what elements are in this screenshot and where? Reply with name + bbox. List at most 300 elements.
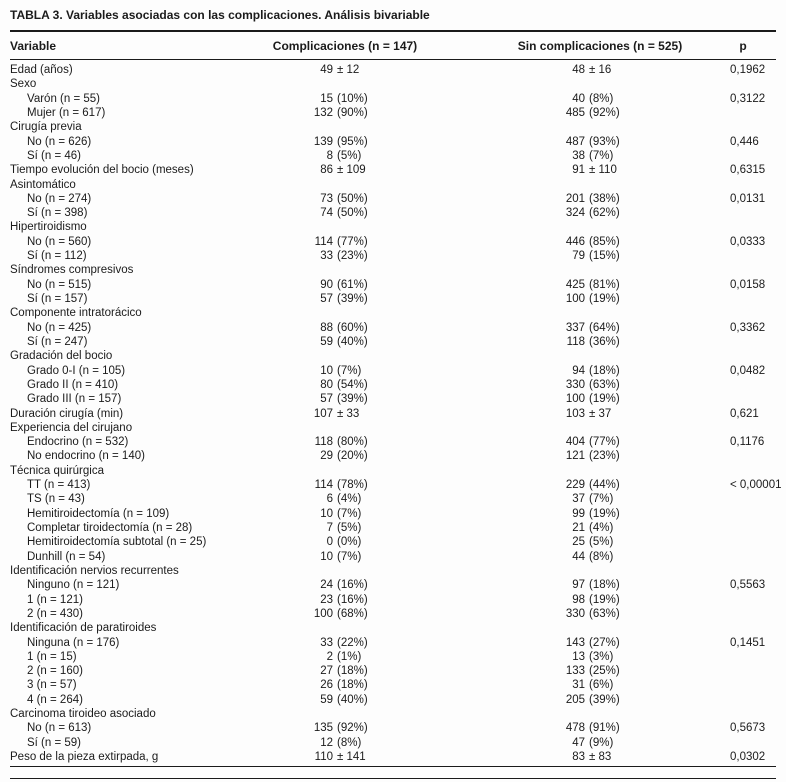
p-value-cell — [730, 550, 776, 564]
complications-cell — [220, 693, 470, 707]
no-complications-cell — [470, 178, 730, 192]
complications-cell — [220, 492, 470, 506]
value-detail: (19%) — [589, 393, 620, 406]
table-row — [10, 449, 776, 463]
value-detail: (18%) — [337, 679, 368, 692]
value-detail: (39%) — [337, 393, 368, 406]
no-complications-cell — [470, 650, 730, 664]
no-complications-cell — [470, 235, 730, 249]
no-complications-cell — [470, 478, 730, 492]
value-number: 0 — [326, 536, 333, 549]
value-number: 100 — [313, 607, 333, 620]
value-number: 143 — [565, 636, 585, 649]
table-row — [10, 693, 776, 707]
variable-cell: Experiencia del cirujano — [10, 421, 133, 434]
value-detail: (40%) — [337, 693, 368, 706]
value-number: 7 — [326, 522, 333, 534]
value-number: 10 — [320, 507, 333, 520]
no-complications-cell — [470, 77, 730, 91]
table-row — [10, 564, 776, 578]
value-number: 337 — [565, 321, 585, 334]
p-value-cell — [730, 349, 776, 363]
value-detail: (39%) — [337, 293, 368, 305]
p-value-cell — [730, 77, 776, 91]
variable-cell: No endocrino (n = 140) — [27, 450, 145, 463]
variable-cell: Edad (años) — [10, 64, 73, 76]
value-number: 47 — [572, 736, 585, 749]
variable-cell: Identificación nervios recurrentes — [10, 564, 179, 577]
value-number: 94 — [572, 364, 585, 377]
no-complications-cell — [470, 106, 730, 120]
value-detail: (68%) — [337, 607, 368, 620]
variable-cell: No (n = 626) — [27, 135, 92, 148]
value-number: 38 — [572, 149, 585, 162]
p-value-cell — [730, 178, 776, 192]
value-detail: (19%) — [589, 293, 620, 305]
p-value-cell — [730, 220, 776, 234]
variable-cell: Tiempo evolución del bocio (meses) — [10, 164, 194, 177]
variable-cell: Grado 0-I (n = 105) — [27, 364, 126, 377]
value-detail: (19%) — [589, 593, 620, 606]
value-number: 99 — [572, 507, 585, 520]
complications-cell — [220, 421, 470, 435]
no-complications-cell — [470, 92, 730, 106]
no-complications-cell — [470, 407, 730, 421]
table-row — [10, 378, 776, 392]
no-complications-cell — [470, 564, 730, 578]
value-number: 133 — [565, 665, 585, 678]
no-complications-cell — [470, 149, 730, 163]
value-detail: (77%) — [337, 235, 368, 248]
complications-cell — [220, 349, 470, 363]
table-row — [10, 77, 776, 91]
value-number: 80 — [320, 378, 333, 391]
variable-cell: No (n = 560) — [27, 235, 92, 248]
value-number: 21 — [572, 522, 585, 534]
value-detail: (8%) — [589, 550, 614, 563]
p-value-cell: 0,3122 — [730, 92, 766, 105]
complications-cell — [220, 63, 470, 77]
table-row — [10, 507, 776, 521]
p-value-cell — [730, 149, 776, 163]
no-complications-cell — [470, 507, 730, 521]
variable-cell: Síndromes compresivos — [10, 264, 134, 277]
value-number: 404 — [565, 436, 585, 449]
p-value-cell: < 0,00001 — [730, 479, 782, 492]
complications-cell — [220, 678, 470, 692]
complications-cell — [220, 292, 470, 306]
value-detail: (10%) — [337, 92, 368, 105]
value-number: 48 — [572, 64, 585, 76]
p-value-cell — [730, 249, 776, 263]
p-value-cell: 0,6315 — [730, 164, 766, 177]
value-number: 330 — [565, 378, 585, 391]
value-detail: ± 83 — [589, 751, 612, 763]
no-complications-cell — [470, 693, 730, 707]
p-value-cell — [730, 650, 776, 664]
table-row — [10, 306, 776, 320]
complications-cell — [220, 135, 470, 149]
table-row — [10, 220, 776, 234]
value-number: 6 — [326, 493, 333, 506]
complications-cell — [220, 449, 470, 463]
p-value-cell: 0,0333 — [730, 235, 766, 248]
variable-cell: Ninguna (n = 176) — [27, 636, 120, 649]
variable-cell: Sí (n = 112) — [27, 250, 87, 263]
value-detail: (92%) — [337, 722, 368, 735]
variable-cell: Hipertiroidismo — [10, 221, 87, 234]
table-row — [10, 607, 776, 621]
no-complications-cell — [470, 607, 730, 621]
table-row — [10, 421, 776, 435]
p-value-cell — [730, 593, 776, 607]
table-row — [10, 593, 776, 607]
complications-cell — [220, 335, 470, 349]
table-row — [10, 736, 776, 750]
value-number: 15 — [320, 92, 333, 105]
column-header-no-complications: Sin complicaciones (n = 525) — [517, 39, 683, 53]
complications-cell — [220, 707, 470, 721]
value-number: 100 — [565, 393, 585, 406]
complications-cell — [220, 593, 470, 607]
no-complications-cell — [470, 521, 730, 535]
table-row — [10, 163, 776, 177]
value-number: 59 — [320, 693, 333, 706]
variable-cell: 1 (n = 15) — [27, 650, 77, 663]
value-number: 90 — [320, 278, 333, 291]
value-number: 114 — [314, 235, 333, 248]
value-number: 97 — [572, 579, 585, 592]
variable-cell: Ninguno (n = 121) — [27, 579, 120, 592]
variable-cell: No (n = 425) — [27, 321, 92, 334]
value-detail: (8%) — [589, 92, 614, 105]
no-complications-cell — [470, 578, 730, 592]
value-number: 425 — [565, 278, 585, 291]
complications-cell — [220, 220, 470, 234]
value-detail: (90%) — [337, 106, 368, 119]
complications-cell — [220, 92, 470, 106]
value-detail: (16%) — [337, 579, 368, 592]
complications-cell — [220, 564, 470, 578]
variable-cell: Sexo — [10, 78, 37, 91]
p-value-cell — [730, 664, 776, 678]
p-value-cell — [730, 621, 776, 635]
value-detail: (1%) — [337, 650, 362, 663]
variable-cell: Mujer (n = 617) — [27, 106, 106, 119]
value-number: 27 — [320, 665, 333, 678]
p-value-cell — [730, 292, 776, 306]
variable-cell: No (n = 274) — [27, 192, 92, 205]
value-number: 330 — [565, 607, 585, 620]
variable-cell: Componente intratorácico — [10, 307, 142, 320]
complications-cell — [220, 392, 470, 406]
variable-cell: 1 (n = 121) — [27, 593, 83, 606]
p-value-cell: 0,0482 — [730, 364, 766, 377]
complications-cell — [220, 378, 470, 392]
bottom-rule-gap — [10, 767, 776, 778]
value-detail: (40%) — [337, 335, 368, 348]
complications-cell — [220, 464, 470, 478]
variable-cell: 2 (n = 430) — [27, 607, 83, 620]
no-complications-cell — [470, 721, 730, 735]
no-complications-cell — [470, 736, 730, 750]
value-number: 57 — [320, 393, 333, 406]
value-number: 487 — [565, 135, 585, 148]
no-complications-cell — [470, 120, 730, 134]
table-row — [10, 464, 776, 478]
value-detail: (44%) — [589, 479, 620, 492]
value-detail: (95%) — [337, 135, 368, 148]
table-body — [10, 60, 782, 764]
value-detail: (16%) — [337, 593, 368, 606]
value-detail: (38%) — [589, 192, 620, 205]
value-number: 24 — [320, 579, 333, 592]
value-detail: (18%) — [589, 364, 620, 377]
p-value-cell — [730, 378, 776, 392]
complications-cell — [220, 192, 470, 206]
no-complications-cell — [470, 421, 730, 435]
table-row — [10, 263, 776, 277]
variable-cell: Duración cirugía (min) — [10, 407, 124, 420]
p-value-cell: 0,5673 — [730, 722, 766, 735]
value-detail: ± 110 — [589, 164, 617, 177]
variable-cell: Cirugía previa — [10, 121, 82, 134]
complications-cell — [220, 235, 470, 249]
no-complications-cell — [470, 678, 730, 692]
table-row — [10, 664, 776, 678]
value-number: 107 — [313, 407, 333, 420]
value-number: 324 — [565, 207, 585, 220]
value-number: 229 — [565, 479, 585, 492]
value-detail: (62%) — [589, 207, 620, 220]
column-header-variable: Variable — [10, 39, 57, 53]
value-detail: (23%) — [337, 250, 368, 263]
no-complications-cell — [470, 435, 730, 449]
no-complications-cell — [470, 135, 730, 149]
value-number: 118 — [314, 436, 333, 449]
variable-cell: Gradación del bocio — [10, 350, 113, 363]
value-detail: (7%) — [337, 507, 362, 520]
variable-cell: 4 (n = 264) — [27, 693, 83, 706]
variable-cell: Sí (n = 59) — [27, 736, 82, 749]
value-number: 110 — [314, 751, 333, 763]
value-number: 31 — [572, 679, 585, 692]
p-value-cell: 0,0302 — [730, 751, 766, 763]
p-value-cell — [730, 607, 776, 621]
no-complications-cell — [470, 220, 730, 234]
no-complications-cell — [470, 449, 730, 463]
table-row — [10, 435, 776, 449]
p-value-cell — [730, 492, 776, 506]
value-detail: ± 33 — [337, 407, 360, 420]
variable-cell: Dunhill (n = 54) — [27, 550, 106, 563]
value-number: 485 — [565, 106, 585, 119]
value-detail: (25%) — [589, 665, 620, 678]
table-row — [10, 621, 776, 635]
p-value-cell: 0,3362 — [730, 321, 766, 334]
no-complications-cell — [470, 263, 730, 277]
value-detail: (5%) — [589, 536, 614, 549]
value-number: 121 — [565, 450, 585, 463]
value-detail: (4%) — [337, 493, 362, 506]
no-complications-cell — [470, 621, 730, 635]
bottom-rules — [10, 766, 776, 779]
table-row — [10, 364, 776, 378]
value-number: 201 — [565, 192, 585, 205]
complications-cell — [220, 77, 470, 91]
complications-cell — [220, 535, 470, 549]
variable-cell: Sí (n = 247) — [27, 335, 88, 348]
value-number: 91 — [572, 164, 585, 177]
no-complications-cell — [470, 364, 730, 378]
complications-cell — [220, 178, 470, 192]
value-detail: (63%) — [589, 378, 620, 391]
no-complications-cell — [470, 192, 730, 206]
variable-cell: Carcinoma tiroideo asociado — [10, 708, 156, 721]
complications-cell — [220, 621, 470, 635]
value-detail: (93%) — [589, 135, 620, 148]
value-detail: ± 141 — [337, 751, 366, 763]
p-value-cell — [730, 507, 776, 521]
value-number: 37 — [572, 493, 585, 506]
value-number: 12 — [320, 736, 333, 749]
no-complications-cell — [470, 535, 730, 549]
value-number: 23 — [320, 593, 333, 606]
value-number: 118 — [566, 335, 585, 348]
variable-cell: TS (n = 43) — [27, 493, 85, 506]
no-complications-cell — [470, 378, 730, 392]
table-row — [10, 349, 776, 363]
complications-cell — [220, 736, 470, 750]
table-row — [10, 63, 776, 77]
no-complications-cell — [470, 306, 730, 320]
value-number: 40 — [572, 92, 585, 105]
value-detail: (6%) — [589, 679, 614, 692]
value-detail: (54%) — [337, 378, 368, 391]
complications-cell — [220, 306, 470, 320]
value-detail: ± 37 — [589, 407, 612, 420]
table-row — [10, 92, 776, 106]
complications-cell — [220, 149, 470, 163]
value-detail: (19%) — [589, 507, 620, 520]
table-row — [10, 407, 776, 421]
value-detail: (7%) — [589, 493, 614, 506]
value-number: 29 — [320, 450, 333, 463]
p-value-cell — [730, 335, 776, 349]
p-value-cell — [730, 464, 776, 478]
value-detail: ± 16 — [589, 64, 612, 76]
p-value-cell — [730, 535, 776, 549]
value-detail: (15%) — [589, 250, 620, 263]
no-complications-cell — [470, 321, 730, 335]
value-detail: (7%) — [589, 149, 614, 162]
value-detail: (18%) — [589, 579, 620, 592]
value-number: 10 — [320, 364, 333, 377]
variable-cell: No (n = 613) — [27, 722, 92, 735]
table-title: TABLA 3. Variables asociadas con las complicaciones. Análisis bivariable — [10, 8, 430, 22]
table-row — [10, 578, 776, 592]
value-number: 59 — [320, 335, 333, 348]
no-complications-cell — [470, 249, 730, 263]
no-complications-cell — [470, 392, 730, 406]
value-number: 25 — [572, 536, 585, 549]
value-detail: (18%) — [337, 665, 368, 678]
table-row — [10, 478, 782, 492]
no-complications-cell — [470, 349, 730, 363]
complications-cell — [220, 507, 470, 521]
complications-cell — [220, 721, 470, 735]
table-row — [10, 192, 776, 206]
value-number: 49 — [320, 64, 333, 76]
p-value-cell: 0,446 — [730, 135, 759, 148]
complications-cell — [220, 364, 470, 378]
table-row — [10, 335, 776, 349]
table-row — [10, 235, 776, 249]
value-number: 26 — [320, 679, 333, 692]
table-row — [10, 106, 776, 120]
value-detail: (64%) — [589, 321, 620, 334]
table-row — [10, 650, 776, 664]
no-complications-cell — [470, 664, 730, 678]
table-header-row — [10, 32, 776, 59]
table-row — [10, 521, 776, 535]
variable-cell: Técnica quirúrgica — [10, 464, 104, 477]
value-detail: (63%) — [589, 607, 620, 620]
value-detail: (9%) — [589, 736, 614, 749]
p-value-cell: 0,1176 — [730, 436, 765, 449]
complications-cell — [220, 750, 470, 764]
value-number: 100 — [565, 293, 585, 305]
table-row — [10, 206, 776, 220]
p-value-cell — [730, 564, 776, 578]
value-detail: (20%) — [337, 450, 368, 463]
p-value-cell — [730, 206, 776, 220]
value-detail: (91%) — [589, 722, 620, 735]
value-number: 135 — [313, 722, 333, 735]
p-value-cell — [730, 421, 776, 435]
complications-cell — [220, 321, 470, 335]
table-row — [10, 550, 776, 564]
p-value-cell — [730, 678, 776, 692]
table-row — [10, 249, 776, 263]
complications-cell — [220, 550, 470, 564]
complications-cell — [220, 435, 470, 449]
variable-cell: Identificación de paratiroides — [10, 622, 157, 635]
p-value-cell: 0,1451 — [730, 636, 766, 649]
value-number: 86 — [320, 164, 333, 177]
p-value-cell: 0,5563 — [730, 579, 766, 592]
value-detail: (60%) — [337, 321, 368, 334]
table-row — [10, 535, 776, 549]
value-detail: (85%) — [589, 235, 620, 248]
p-value-cell: 0,1962 — [730, 64, 766, 76]
variable-cell: Completar tiroidectomía (n = 28) — [27, 522, 193, 534]
value-number: 98 — [572, 593, 585, 606]
value-detail: (0%) — [337, 536, 362, 549]
variable-cell: Hemitiroidectomía subtotal (n = 25) — [27, 536, 207, 549]
p-value-cell — [730, 693, 776, 707]
no-complications-cell — [470, 492, 730, 506]
table-row — [10, 292, 776, 306]
column-header-p: p — [739, 39, 747, 53]
no-complications-cell — [470, 464, 730, 478]
value-detail: (77%) — [589, 436, 620, 449]
variable-cell: Sí (n = 157) — [27, 293, 88, 305]
no-complications-cell — [470, 593, 730, 607]
value-number: 132 — [313, 106, 333, 119]
value-number: 57 — [320, 293, 333, 305]
complications-cell — [220, 163, 470, 177]
